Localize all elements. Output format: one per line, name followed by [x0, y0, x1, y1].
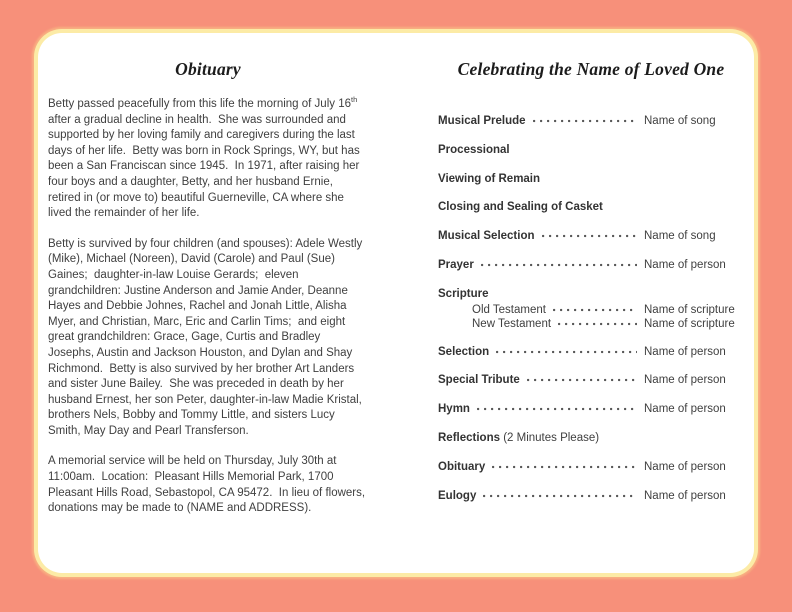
service-item-suffix: (2 Minutes Please) [500, 431, 600, 444]
service-item-value: Name of song [644, 230, 716, 243]
service-item-label: Processional [438, 143, 510, 156]
service-item [438, 227, 744, 245]
service-item [438, 170, 744, 188]
service-item-label: Musical Prelude [438, 115, 526, 127]
service-item [438, 400, 744, 418]
dotted-leader [558, 322, 637, 326]
service-item-value: Name of scripture [644, 303, 735, 316]
service-item-label: Reflections [438, 431, 500, 444]
service-item-label: Prayer [438, 258, 474, 271]
obituary-paragraph-1: Betty passed peacefully from this life the morning of July 16th after a gradual decline in health. She was surrounded and supported by her loving family and caregivers during the last days of her life. Betty was born in Rock Springs, WY, but has been a San Franciscan since 1945. In 1971, after raising her four boys and a daughter, Betty, and her husband Ernie, retired in (or move to) beautiful Guerneville, CA where she lived the remainder of her life. [48, 95, 363, 220]
service-item-label: Hymn [438, 403, 470, 416]
obituary-body [48, 97, 368, 517]
service-item-label: Viewing of Remain [438, 172, 541, 185]
obituary-paragraph-3: A memorial service will be held on Thursday, July 30th at 11:00am. Location: Pleasant Hills Memorial Park, 1700 Pleasant Hills Road, Sebastopol, CA 95472. In lieu of flowers, donations may be made to (NAME and ADDRESS). [48, 455, 369, 515]
dotted-leader [477, 407, 637, 411]
service-item [438, 141, 744, 159]
service-item-label: Scripture [438, 287, 489, 300]
service-list [438, 112, 744, 505]
service-item-label: Obituary [438, 460, 486, 473]
service-item [438, 371, 744, 389]
service-item-label: Closing and Sealing of Casket [438, 201, 603, 214]
dotted-leader [492, 465, 637, 469]
service-item [438, 285, 744, 303]
obituary-paragraph-2: Betty is survived by four children (and spouses): Adele Westly (Mike), Michael (Noreen), David (Carole) and Paul (Sue) Gaines; daughter-in-law Louise Gerards; eleven grandchildren: Justine Anderson and Jamie Ander, Deanne Hayes and Debbie Johnes, Rachel and Jonah Little, Alisha Myer, and Christian, Marc, Eric and Carlin Tims; and eight great grandchildren: Grace, Gage, Curtis and Bradley Josephs, Austin and Jackson Houston, and Dylan and Shay Richmond. Betty is also survived by her brother Art Landers and sister June Bailey. She was preceded in death by her husband Ernest, her son Peter, daughter-in-law Madie Kristal, brothers Nels, Bobby and Tommy Little, and sisters Lucy Smith, May Day and Pearl Transferson. [48, 237, 366, 437]
service-item [438, 198, 744, 216]
service-item-value: Name of person [644, 489, 726, 502]
service-item-label: Musical Selection [438, 230, 535, 243]
service-item [438, 256, 744, 274]
service-item [438, 317, 744, 332]
service-item-label: New Testament [472, 318, 552, 331]
service-item-label: Old Testament [472, 303, 546, 316]
service-item-value: Name of person [644, 403, 726, 416]
service-item-value: Name of scripture [644, 318, 735, 331]
service-item [438, 458, 744, 476]
service-item-value: Name of person [644, 258, 726, 271]
service-item-label: Selection [438, 345, 490, 358]
obituary-title: Obituary [175, 59, 241, 79]
order-of-service-title: Celebrating the Name of Loved One [457, 59, 725, 79]
dotted-leader [533, 119, 637, 123]
dotted-leader [481, 263, 637, 267]
dotted-leader [542, 234, 637, 238]
service-item-value: Name of person [644, 460, 726, 473]
service-item-value: Name of person [644, 345, 726, 358]
dotted-leader [496, 350, 637, 354]
service-item-value: Name of song [644, 115, 716, 127]
superscript-th: th [351, 95, 358, 105]
dotted-leader [527, 378, 637, 382]
dotted-leader [553, 308, 637, 312]
obituary-column [48, 58, 368, 573]
service-item-label: Eulogy [438, 489, 477, 502]
service-item-label: Special Tribute [438, 374, 520, 387]
dotted-leader [483, 494, 637, 498]
program-sheet [38, 33, 754, 573]
service-item [438, 112, 744, 130]
service-item [438, 487, 744, 505]
service-item [438, 343, 744, 361]
order-of-service-column [438, 58, 744, 573]
service-item [438, 429, 744, 447]
service-item [438, 303, 744, 318]
service-item-value: Name of person [644, 374, 726, 387]
